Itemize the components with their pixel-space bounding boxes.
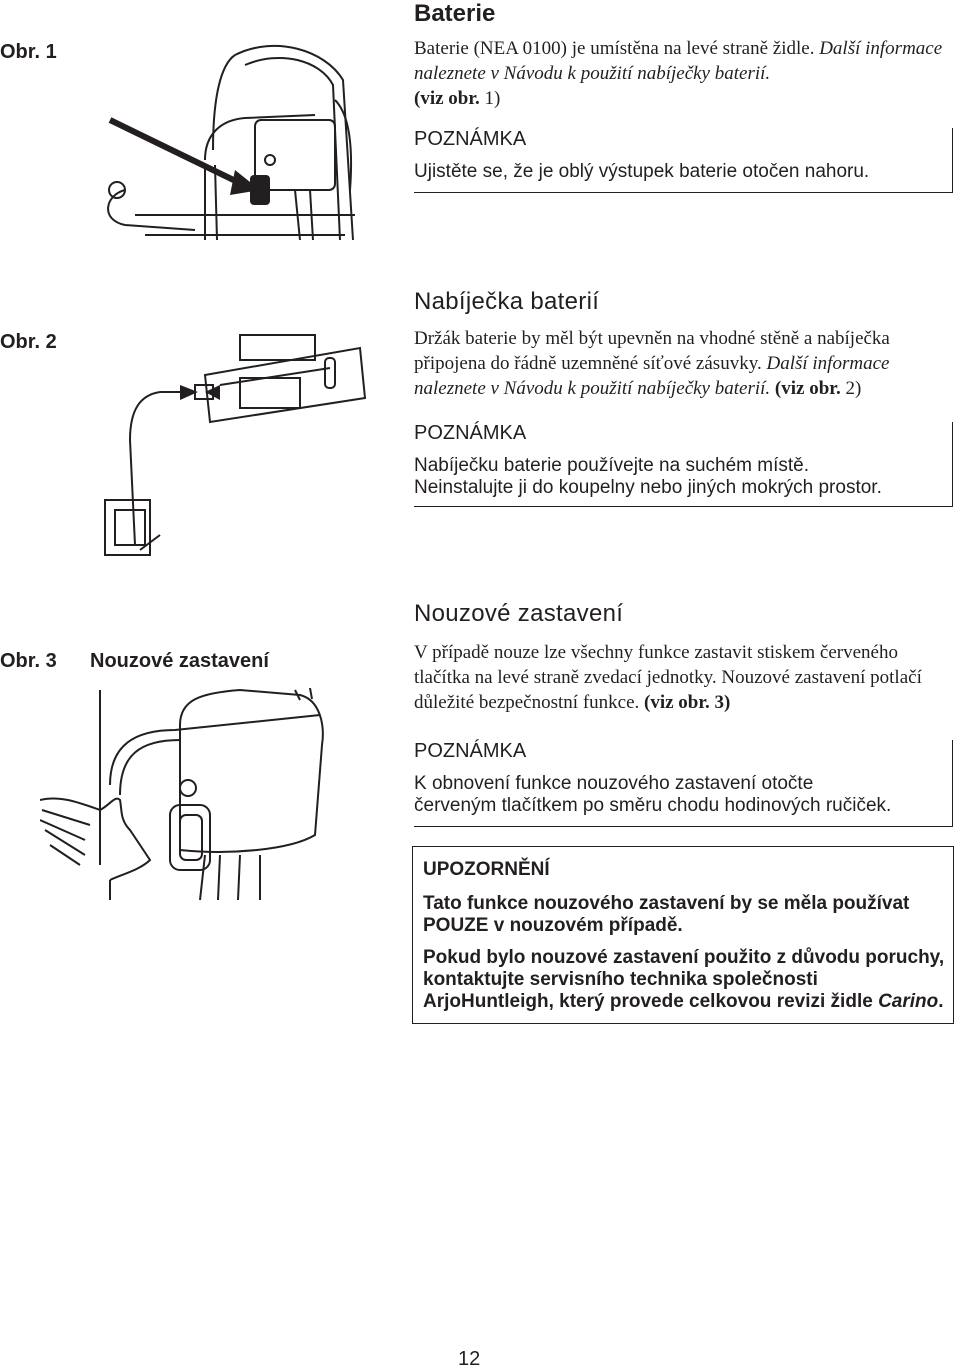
page-number: 12 xyxy=(458,1348,481,1370)
warning-box xyxy=(412,846,954,1024)
emergency-note-head: POZNÁMKA xyxy=(414,740,527,762)
charger-text xyxy=(414,326,954,401)
emergency-note-line-1: K obnovení funkce nouzového zastavení otočte xyxy=(414,773,814,794)
battery-note xyxy=(414,128,953,193)
charger-note xyxy=(414,422,953,507)
emergency-note xyxy=(414,740,953,827)
warning-paragraph-2 xyxy=(423,947,953,1013)
charger-text-1: Držák baterie by měl být upevněn na vhodné stěně a nabíječka připojena do řádně uzemněné síťové zásuvky. xyxy=(414,328,890,374)
battery-text-italic: Další informace naleznete v Návodu k použití nabíječky baterií. xyxy=(414,38,943,84)
fig2-charger-illustration xyxy=(100,330,370,570)
emergency-section xyxy=(414,600,954,715)
charger-ref-bold: (viz obr. xyxy=(774,378,841,399)
emergency-ref-bold: (viz obr. 3) xyxy=(644,692,731,713)
warning-paragraph-1: Tato funkce nouzového zastavení by se měla používat POUZE v nouzovém případě. xyxy=(423,893,910,936)
warning-paragraph-2-text: Pokud bylo nouzové zastavení použito z důvodu poruchy, kontaktujte servisního technika společnosti ArjoHuntleigh, který provede celkovou revizi židle xyxy=(423,947,945,1012)
battery-text-1: Baterie (NEA 0100) je umístěna na levé straně židle. xyxy=(414,38,815,59)
battery-section xyxy=(414,0,954,111)
emergency-text xyxy=(414,640,954,715)
warning-title: UPOZORNĚNÍ xyxy=(423,859,550,880)
warning-product-name: Carino xyxy=(878,991,939,1012)
charger-note-line-2: Neinstalujte ji do koupelny nebo jiných mokrých prostor. xyxy=(414,477,882,498)
charger-text-italic: Další informace naleznete v Návodu k použití nabíječky baterií. xyxy=(414,353,890,399)
fig2-label: Obr. 2 xyxy=(0,331,57,353)
battery-note-head: POZNÁMKA xyxy=(414,128,527,150)
fig3-emergency-illustration xyxy=(40,685,340,905)
charger-ref-end: 2) xyxy=(845,378,862,399)
charger-section xyxy=(414,288,954,401)
charger-title: Nabíječka baterií xyxy=(414,288,600,315)
emergency-text-1: V případě nouze lze všechny funkce zastavit stiskem červeného tlačítka na levé straně zvedací jednotky. Nouzové zastavení potlačí důležité bezpečnostní funkce. xyxy=(414,642,922,713)
fig3-label: Obr. 3 xyxy=(0,650,57,672)
charger-note-line-1: Nabíječku baterie používejte na suchém místě. xyxy=(414,455,809,476)
battery-ref-bold: (viz obr. xyxy=(414,88,480,109)
battery-ref-end: 1) xyxy=(484,88,501,109)
charger-note-head: POZNÁMKA xyxy=(414,422,527,444)
battery-title: Baterie xyxy=(414,0,496,27)
fig3-caption: Nouzové zastavení xyxy=(90,650,269,672)
emergency-note-line-2: červeným tlačítkem po směru chodu hodinových ručiček. xyxy=(414,795,892,816)
fig1-chair-illustration xyxy=(95,40,370,255)
fig1-label: Obr. 1 xyxy=(0,41,57,63)
battery-text xyxy=(414,36,954,111)
battery-note-text: Ujistěte se, že je oblý výstupek baterie otočen nahoru. xyxy=(414,161,870,182)
warning-paragraph-2-end: . xyxy=(938,991,944,1012)
emergency-title: Nouzové zastavení xyxy=(414,600,624,627)
